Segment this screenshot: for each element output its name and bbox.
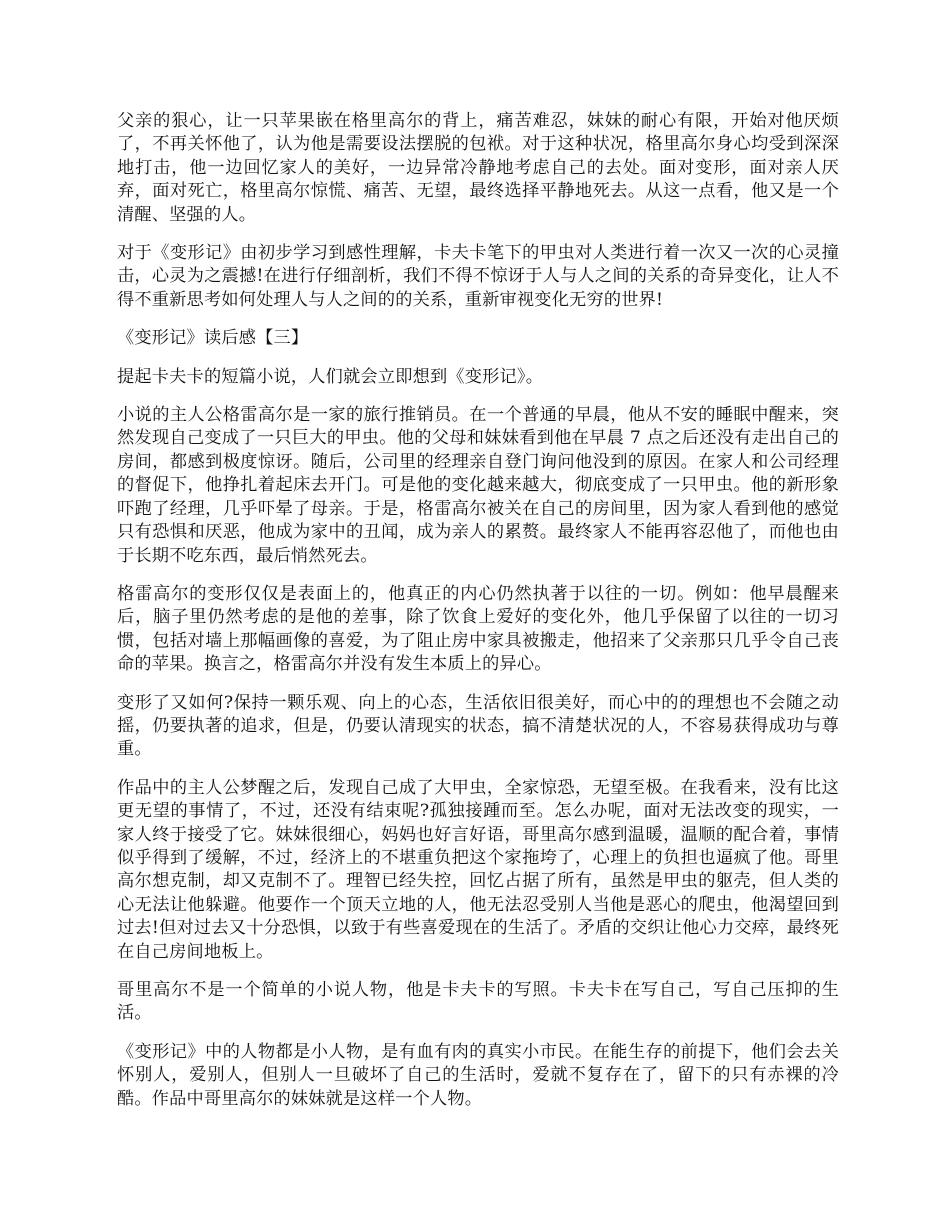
paragraph: 小说的主人公格雷高尔是一家的旅行推销员。在一个普通的早晨，他从不安的睡眠中醒来，突然发现自己变成了一只巨大的甲虫。他的父母和妹妹看到他在早晨 7 点之后还没有走出自己的房间，都感到极度惊讶。随后，公司里的经理亲自登门询问他没到的原因。在家人和公司经理的督促下，他挣扎着起床去开门。可是他的变化越来越大，彻底变成了一只甲虫。他的新形象吓跑了经理，几乎吓晕了母亲。于是，格雷高尔被关在自己的房间里，因为家人看到他的感觉只有恐惧和厌恶，他成为家中的丑闻，成为亲人的累赘。最终家人不能再容忍他了，而他也由于长期不吃东西，最后悄然死去。 [117, 405, 839, 566]
section-heading: 《变形记》读后感【三】 [117, 328, 309, 349]
paragraph: 作品中的主人公梦醒之后，发现自己成了大甲虫，全家惊恐，无望至极。在我看来，没有比这更无望的事情了，不过，还没有结束呢?孤独接踵而至。怎么办呢，面对无法改变的现实，一家人终于接受了它。妹妹很细心，妈妈也好言好语，哥里高尔感到温暖，温顺的配合着，事情似乎得到了缓解，不过，经济上的不堪重负把这个家拖垮了，心理上的负担也逼疯了他。哥里高尔想克制，却又克制不了。理智已经失控，回忆占据了所有，虽然是甲虫的躯壳，但人类的心无法让他躲避。他要作一个顶天立地的人，他无法忍受别人当他是恶心的爬虫，他渴望回到过去!但对过去又十分恐惧，以致于有些喜爱现在的生活了。矛盾的交织让他心力交瘁，最终死在自己房间地板上。 [117, 777, 839, 962]
paragraph: 格雷高尔的变形仅仅是表面上的，他真正的内心仍然执著于以往的一切。例如：他早晨醒来后，脑子里仍然考虑的是他的差事，除了饮食上爱好的变化外，他几乎保留了以往的一切习惯，包括对墙上那幅画像的喜爱，为了阻止房中家具被搬走，他招来了父亲那只几乎令自己丧命的苹果。换言之，格雷高尔并没有发生本质上的异心。 [117, 583, 839, 675]
paragraph: 变形了又如何?保持一颗乐观、向上的心态，生活依旧很美好，而心中的的理想也不会随之动摇，仍要执著的追求，但是，仍要认清现实的状态，搞不清楚状况的人，不容易获得成功与尊重。 [117, 692, 839, 760]
document-body [117, 110, 839, 1126]
paragraph: 对于《变形记》由初步学习到感性理解，卡夫卡笔下的甲虫对人类进行着一次又一次的心灵撞击，心灵为之震撼!在进行仔细剖析，我们不得不惊讶于人与人之间的关系的奇异变化，让人不得不重新思考如何处理人与人之间的的关系，重新审视变化无穷的世界! [117, 243, 839, 310]
paragraph: 提起卡夫卡的短篇小说，人们就会立即想到《变形记》。 [117, 366, 544, 387]
paragraph: 哥里高尔不是一个简单的小说人物，他是卡夫卡的写照。卡夫卡在写自己，写自己压抑的生活。 [117, 980, 839, 1024]
paragraph: 《变形记》中的人物都是小人物，是有血有肉的真实小市民。在能生存的前提下，他们会去关怀别人，爱别人，但别人一旦破坏了自己的生活时，爱就不复存在了，留下的只有赤裸的冷酷。作品中哥里高尔的妹妹就是这样一个人物。 [117, 1041, 839, 1109]
paragraph: 父亲的狠心，让一只苹果嵌在格里高尔的背上，痛苦难忍，妹妹的耐心有限，开始对他厌烦了，不再关怀他了，认为他是需要设法摆脱的包袱。对于这种状况，格里高尔身心均受到深深地打击，他一边回忆家人的美好，一边异常冷静地考虑自己的去处。面对变形，面对亲人厌弃，面对死亡，格里高尔惊慌、痛苦、无望，最终选择平静地死去。从这一点看，他又是一个清醒、坚强的人。 [117, 111, 839, 225]
